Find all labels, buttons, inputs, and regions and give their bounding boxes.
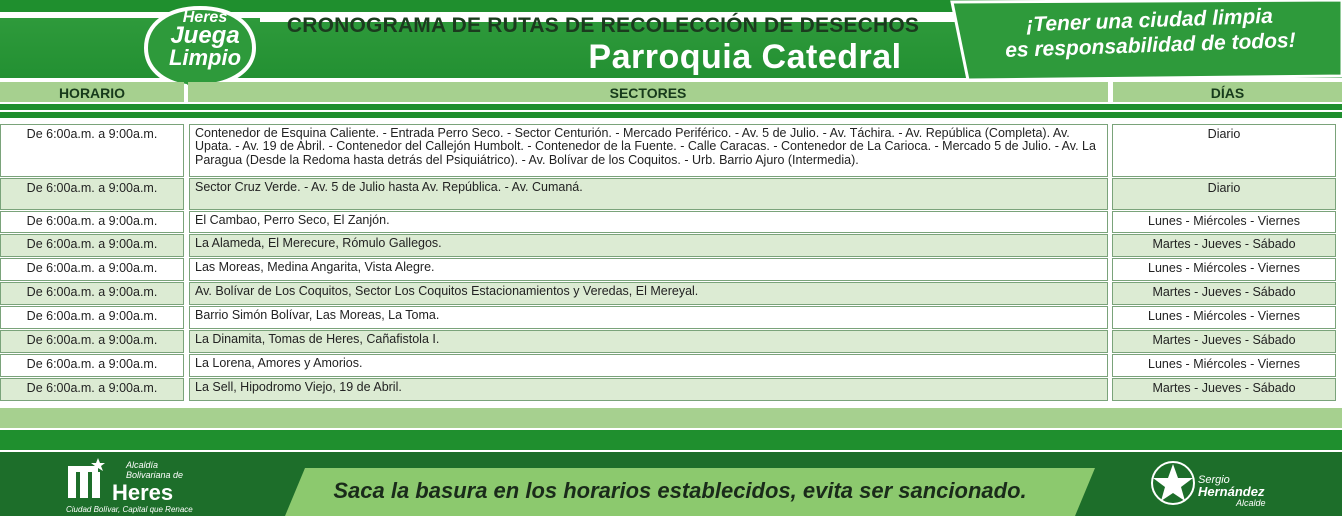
cell-dias: Lunes - Miércoles - Viernes xyxy=(1112,258,1336,281)
cell-sectores: Av. Bolívar de Los Coquitos, Sector Los Coquitos Estacionamientos y Veredas, El Mereyal. xyxy=(189,282,1108,305)
table-row xyxy=(0,211,1342,233)
footer-message: Saca la basura en los horarios establecidos, evita ser sancionado. xyxy=(333,478,1027,503)
cell-horario: De 6:00a.m. a 9:00a.m. xyxy=(0,378,184,401)
cell-horario: De 6:00a.m. a 9:00a.m. xyxy=(0,306,184,329)
slogan-line1: ¡Tener una ciudad limpia xyxy=(1025,4,1274,37)
cell-dias: Diario xyxy=(1112,124,1336,177)
mayor-last-name: Hernández xyxy=(1198,484,1265,499)
page-title: CRONOGRAMA DE RUTAS DE RECOLECCIÓN DE DESECHOS xyxy=(286,14,920,37)
alcaldia-logo-icon xyxy=(66,458,106,500)
alcaldia-name: Heres xyxy=(112,480,174,505)
cell-dias: Lunes - Miércoles - Viernes xyxy=(1112,306,1336,329)
cell-sectores: La Alameda, El Merecure, Rómulo Gallegos. xyxy=(189,234,1108,257)
cell-dias: Diario xyxy=(1112,178,1336,210)
cell-horario: De 6:00a.m. a 9:00a.m. xyxy=(0,330,184,353)
bottom-light-bar xyxy=(0,408,1342,428)
column-header-horario: HORARIO xyxy=(0,82,184,102)
mayor-role: Alcalde xyxy=(1236,498,1266,508)
cell-dias: Martes - Jueves - Sábado xyxy=(1112,378,1336,401)
table-row xyxy=(0,306,1342,329)
alcaldia-tagline: Ciudad Bolívar, Capital que Renace xyxy=(66,505,193,514)
bottom-green-bar xyxy=(0,430,1342,450)
page-subtitle: Parroquia Catedral xyxy=(588,38,902,76)
cell-horario: De 6:00a.m. a 9:00a.m. xyxy=(0,234,184,257)
table-row xyxy=(0,178,1342,210)
cell-sectores: El Cambao, Perro Seco, El Zanjón. xyxy=(189,211,1108,233)
mayor-first-name: Sergio xyxy=(1198,474,1230,486)
alcaldia-line2: Bolivariana de xyxy=(126,470,184,480)
table-row xyxy=(0,124,1342,177)
cell-dias: Martes - Jueves - Sábado xyxy=(1112,330,1336,353)
table-row xyxy=(0,234,1342,257)
cell-horario: De 6:00a.m. a 9:00a.m. xyxy=(0,354,184,377)
cell-horario: De 6:00a.m. a 9:00a.m. xyxy=(0,282,184,305)
cell-horario: De 6:00a.m. a 9:00a.m. xyxy=(0,258,184,281)
cell-sectores: La Dinamita, Tomas de Heres, Cañafistola I. xyxy=(189,330,1108,353)
table-row xyxy=(0,282,1342,305)
cell-horario: De 6:00a.m. a 9:00a.m. xyxy=(0,124,184,177)
cell-horario: De 6:00a.m. a 9:00a.m. xyxy=(0,178,184,210)
cell-dias: Lunes - Miércoles - Viernes xyxy=(1112,211,1336,233)
logo-line3: Limpio xyxy=(168,44,242,70)
column-header-sectores: SECTORES xyxy=(188,82,1108,102)
column-header-dias: DÍAS xyxy=(1113,82,1342,102)
cell-sectores: La Lorena, Amores y Amorios. xyxy=(189,354,1108,377)
table-row xyxy=(0,330,1342,353)
star-icon xyxy=(1150,460,1196,506)
cell-dias: Martes - Jueves - Sábado xyxy=(1112,234,1336,257)
table-row xyxy=(0,378,1342,401)
cell-dias: Martes - Jueves - Sábado xyxy=(1112,282,1336,305)
cell-sectores: La Sell, Hipodromo Viejo, 19 de Abril. xyxy=(189,378,1108,401)
cell-sectores: Las Moreas, Medina Angarita, Vista Alegre. xyxy=(189,258,1108,281)
table-row xyxy=(0,354,1342,377)
table-row xyxy=(0,258,1342,281)
cell-sectores: Contenedor de Esquina Caliente. - Entrada Perro Seco. - Sector Centurión. - Mercado Periférico. - Av. 5 de Julio. - Av. Táchira. - Av. República (Completa). Av. Upata. - Av. 19 de Abril. - Contenedor del Callejón Humbolt. - Contenedor de la Fuente. - Calle Caracas. - Contenedor de La Carioca. - Mercado 5 de Julio. - Av. La Paragua (Desde la Redoma hasta detrás del Psiquiátrico). - Av. Bolívar de los Coquitos. - Urb. Barrio Ajuro (Intermedia). xyxy=(189,124,1108,177)
logo-line2: Juega xyxy=(170,22,240,50)
cell-sectores: Barrio Simón Bolívar, Las Moreas, La Toma. xyxy=(189,306,1108,329)
logo-text xyxy=(155,10,255,69)
slogan-line2: es responsabilidad de todos! xyxy=(1004,29,1297,63)
logo-line1: Heres xyxy=(182,9,228,26)
cell-sectores: Sector Cruz Verde. - Av. 5 de Julio hasta Av. República. - Av. Cumaná. xyxy=(189,178,1108,210)
cell-dias: Lunes - Miércoles - Viernes xyxy=(1112,354,1336,377)
cell-horario: De 6:00a.m. a 9:00a.m. xyxy=(0,211,184,233)
header-separator-line xyxy=(0,110,1342,112)
alcaldia-line1: Alcaldía xyxy=(126,460,159,470)
